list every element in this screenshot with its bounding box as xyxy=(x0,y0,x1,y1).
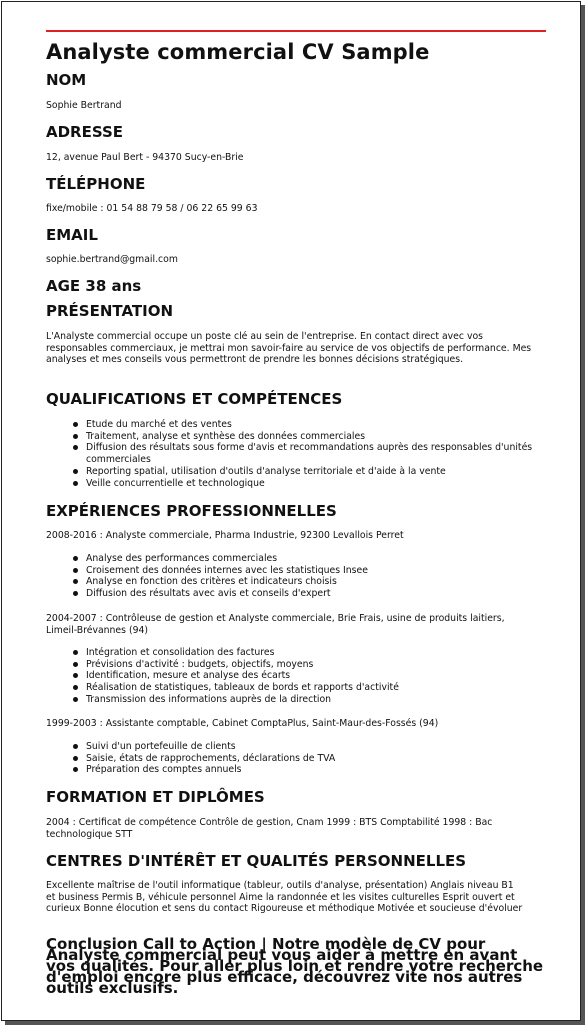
formation-text: 2004 : Certificat de compétence Contrôle de gestion, Cnam 1999 : BTS Comptabilité 1998 : Bac technologique STT xyxy=(46,817,493,840)
list-item: Suivi d'un portefeuille de clients xyxy=(46,741,546,753)
section-heading-interets: CENTRES D'INTÉRÊT ET QUALITÉS PERSONNELLES xyxy=(46,852,467,870)
list-item: Intégration et consolidation des factures xyxy=(46,647,546,659)
job-duties-list xyxy=(46,647,546,706)
presentation-text: L'Analyste commercial occupe un poste clé au sein de l'entreprise. En contact direct avec vos responsables commerciaux, je mettrai mon savoir-faire au service de vos objectifs de performance. Mes analyses et mes conseils vous permettront de prendre les bonnes décisions stratégiques. xyxy=(46,331,532,366)
list-item: Préparation des comptes annuels xyxy=(46,764,546,776)
job-title: 2004-2007 : Contrôleuse de gestion et Analyste commerciale, Brie Frais, usine de produits laitiers, Limeil-Brévannes (94) xyxy=(46,613,505,636)
section-heading-telephone: TÉLÉPHONE xyxy=(46,175,146,193)
job-duties-list xyxy=(46,741,546,776)
list-item: Reporting spatial, utilisation d'outils d'analyse territoriale et d'aide à la vente xyxy=(46,466,546,478)
list-item: Réalisation de statistiques, tableaux de bords et rapports d'activité xyxy=(46,682,546,694)
header-rule xyxy=(46,30,546,32)
list-item: Transmission des informations auprès de la direction xyxy=(46,694,546,706)
list-item: Etude du marché et des ventes xyxy=(46,419,546,431)
list-item: Veille concurrentielle et technologique xyxy=(46,478,546,490)
page-title: Analyste commercial CV Sample xyxy=(46,40,430,64)
list-item: Diffusion des résultats sous forme d'avis et recommandations auprès des responsables d'unités commerciales xyxy=(46,442,546,465)
list-item: Prévisions d'activité : budgets, objectifs, moyens xyxy=(46,659,546,671)
job-title: 2008-2016 : Analyste commerciale, Pharma Industrie, 92300 Levallois Perret xyxy=(46,530,404,541)
list-item: Croisement des données internes avec les statistiques Insee xyxy=(46,565,546,577)
list-item: Identification, mesure et analyse des écarts xyxy=(46,670,546,682)
section-heading-presentation: PRÉSENTATION xyxy=(46,302,174,320)
list-item: Traitement, analyse et synthèse des données commerciales xyxy=(46,431,546,443)
list-item: Analyse en fonction des critères et indicateurs choisis xyxy=(46,576,546,588)
address-value: 12, avenue Paul Bert - 94370 Sucy-en-Brie xyxy=(46,152,244,163)
call-to-action: Conclusion Call to Action | Notre modèle de CV pour Analyste commercial peut vous aider à mettre en avant vos qualités. Pour aller plus loin et rendre votre recherche d'emploi encore plus efficace, découvrez vite nos autres outils exclusifs. xyxy=(46,935,544,997)
phone-value: fixe/mobile : 01 54 88 79 58 / 06 22 65 99 63 xyxy=(46,203,258,214)
cv-page xyxy=(1,1,581,1021)
list-item: Diffusion des résultats avec avis et conseils d'expert xyxy=(46,588,546,600)
section-heading-nom: NOM xyxy=(46,71,87,89)
section-heading-formation: FORMATION ET DIPLÔMES xyxy=(46,788,265,806)
name-value: Sophie Bertrand xyxy=(46,100,122,111)
job-title: 1999-2003 : Assistante comptable, Cabinet ComptaPlus, Saint-Maur-des-Fossés (94) xyxy=(46,718,439,729)
section-heading-email: EMAIL xyxy=(46,226,98,244)
interests-text: Excellente maîtrise de l'outil informatique (tableur, outils d'analyse, présentation) Anglais niveau B1 et business Permis B, véhicule personnel Aime la randonnée et les visites culturelles Esprit ouvert et curieux Bonne élocution et sens du contact Rigoureuse et méthodique Motivée et soucieuse d'évoluer xyxy=(46,880,523,915)
qualifications-list xyxy=(46,419,546,489)
email-value: sophie.bertrand@gmail.com xyxy=(46,254,178,265)
section-heading-qualifications: QUALIFICATIONS ET COMPÉTENCES xyxy=(46,390,343,408)
section-heading-adresse: ADRESSE xyxy=(46,123,124,141)
job-duties-list xyxy=(46,553,546,600)
list-item: Saisie, états de rapprochements, déclarations de TVA xyxy=(46,753,546,765)
list-item: Analyse des performances commerciales xyxy=(46,553,546,565)
age-heading: AGE 38 ans xyxy=(46,277,142,295)
section-heading-experiences: EXPÉRIENCES PROFESSIONNELLES xyxy=(46,502,337,520)
